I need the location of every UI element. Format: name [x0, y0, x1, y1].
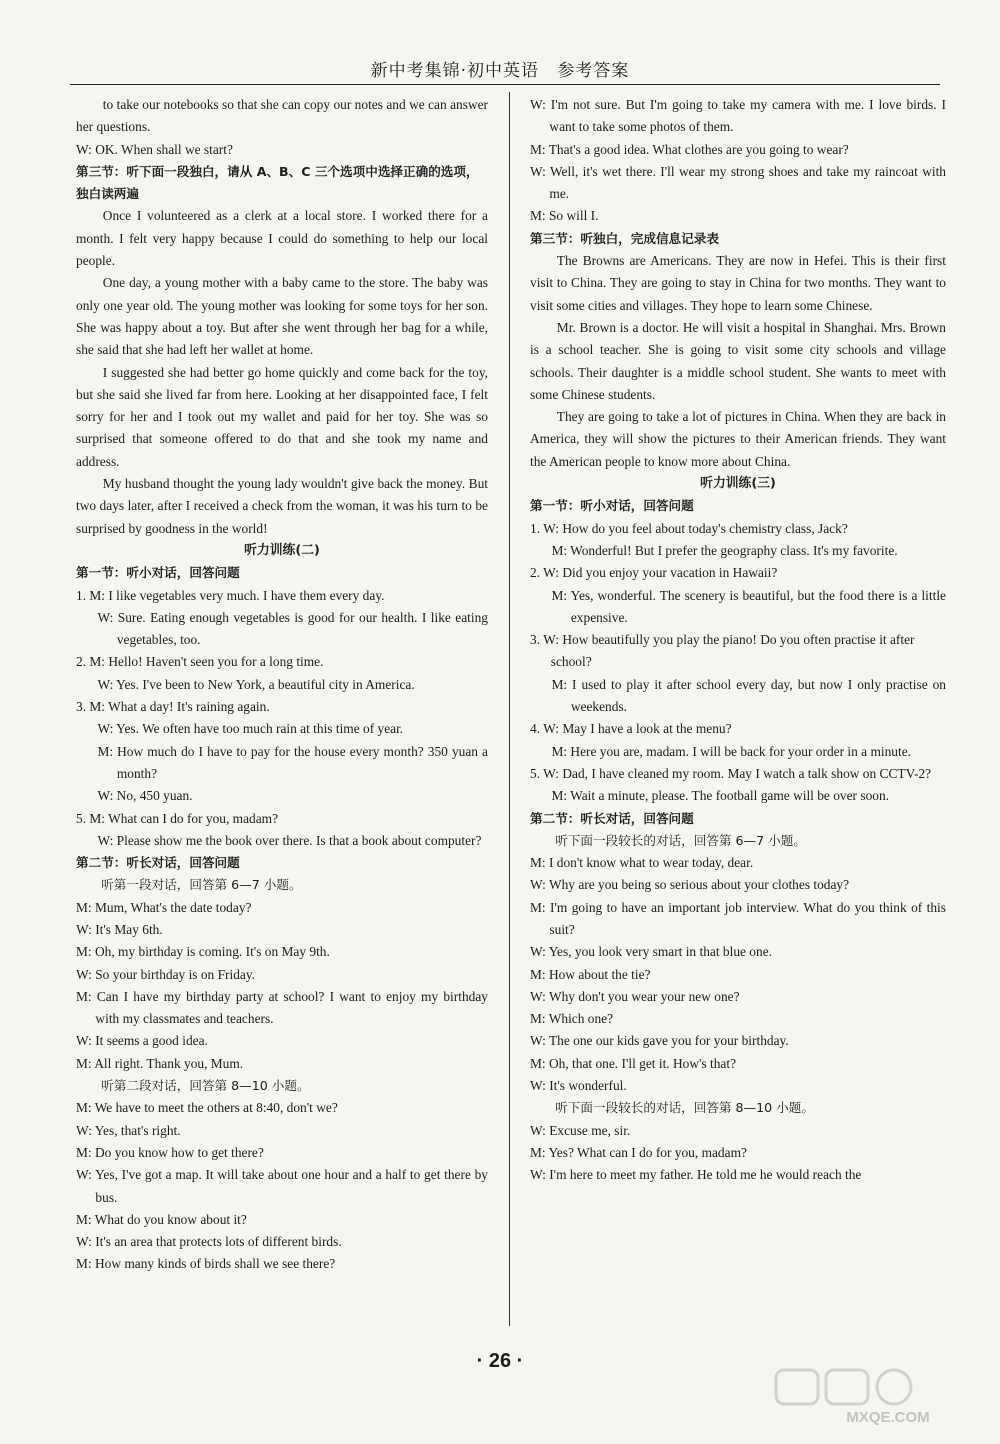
dialogue-line: M: Which one?: [530, 1011, 614, 1027]
response-line: W: Yes. We often have too much rain at this time of year.: [97, 721, 404, 737]
question-line: 2. W: Did you enjoy your vacation in Hawaii?: [530, 565, 778, 581]
dialogue-line: M: How many kinds of birds shall we see there?: [76, 1256, 336, 1272]
instruction-line: 听下面一段较长的对话，回答第 6—7 小题。: [555, 832, 806, 848]
dialogue-line: W: Why don't you wear your new one?: [530, 988, 740, 1004]
response-line: M: Here you are, madam. I will be back for your order in a minute.: [551, 743, 912, 759]
watermark-url: MXQE.COM: [846, 1409, 930, 1426]
paragraph: Once I volunteered as a clerk at a local store. I worked there for a month. I felt very happy because I could do something to help our local people.: [76, 208, 488, 269]
dialogue-line: M: We have to meet the others at 8:40, don't we?: [76, 1100, 338, 1116]
dialogue-line: W: I'm not sure. But I'm going to take my camera with me. I love birds. I want to take some photos of them.: [530, 97, 946, 135]
dialogue-line: W: It's wonderful.: [530, 1078, 627, 1094]
dialogue-line: M: I'm going to have an important job interview. What do you think of this suit?: [530, 899, 946, 937]
question-line: 4. W: May I have a look at the menu?: [530, 721, 732, 737]
question-line: 1. M: I like vegetables very much. I have them every day.: [76, 587, 385, 603]
dialogue-line: W: Why are you being so serious about your clothes today?: [530, 877, 850, 893]
dialogue-line: W: The one our kids gave you for your birthday.: [530, 1033, 789, 1049]
dialogue-line: M: Mum, What's the date today?: [76, 899, 252, 915]
response-line: W: Please show me the book over there. Is that a book about computer?: [97, 832, 482, 848]
right-column: [530, 94, 946, 1336]
section-title: 听力训练(二): [244, 542, 320, 558]
dialogue-line: M: Oh, that one. I'll get it. How's that?: [530, 1055, 737, 1071]
dialogue-line: W: Yes, you look very smart in that blue one.: [530, 944, 772, 960]
instruction-line: 听第二段对话，回答第 8—10 小题。: [101, 1078, 310, 1094]
question-line: 3. W: How beautifully you play the piano! Do you often practise it after school?: [530, 632, 915, 670]
response-line: M: I used to play it after school every day, but now I only practise on weekends.: [551, 676, 946, 715]
paragraph: I suggested she had better go home quickly and come back for the toy, but she said she lived far from here. Looking at her disappointed face, I felt sorry for her and I took out my wallet and paid for her toy. She was so surprised that someone offered to do that and she took my name and address.: [76, 364, 488, 469]
section-heading: 第三节：听独白，完成信息记录表: [530, 230, 719, 246]
header-rule: [70, 84, 940, 85]
dialogue-line: M: That's a good idea. What clothes are you going to wear?: [530, 141, 849, 157]
dialogue-line: W: Excuse me, sir.: [530, 1122, 631, 1138]
running-header: [0, 56, 1000, 80]
instruction-line: 听第一段对话，回答第 6—7 小题。: [101, 877, 302, 893]
dialogue-line: W: I'm here to meet my father. He told me he would reach the: [530, 1167, 862, 1183]
paragraph: My husband thought the young lady wouldn't give back the money. But two days later, after I received a check from the woman, it was his turn to be surprised by goodness in the world!: [76, 476, 488, 536]
question-line: 1. W: How do you feel about today's chemistry class, Jack?: [530, 520, 848, 536]
response-line: W: No, 450 yuan.: [97, 788, 193, 804]
paragraph: Mr. Brown is a doctor. He will visit a hospital in Shanghai. Mrs. Brown is a school teacher. She is going to visit some city schools and village schools. Their daughter is a middle school student. She wants to meet with some Chinese students.: [530, 319, 946, 402]
question-line: 2. M: Hello! Haven't seen you for a long time.: [76, 654, 324, 670]
response-line: M: How much do I have to pay for the house every month? 350 yuan a month?: [97, 743, 488, 781]
dialogue-line: W: So your birthday is on Friday.: [76, 966, 256, 982]
response-line: W: Yes. I've been to New York, a beautiful city in America.: [97, 676, 415, 692]
dialogue-line: W: It's May 6th.: [76, 921, 163, 937]
dialogue-line: M: What do you know about it?: [76, 1211, 247, 1227]
response-line: W: Sure. Eating enough vegetables is good for our health. I like eating vegetables, too.: [97, 609, 488, 648]
dialogue-line: W: Yes, that's right.: [76, 1122, 181, 1138]
section-heading: 第二节：听长对话，回答问题: [76, 855, 240, 871]
response-line: M: Wait a minute, please. The football game will be over soon.: [551, 788, 890, 804]
response-line: M: Wonderful! But I prefer the geography class. It's my favorite.: [551, 542, 898, 558]
dialogue-line: M: Can I have my birthday party at school? I want to enjoy my birthday with my classmates and teachers.: [76, 988, 488, 1027]
paragraph: One day, a young mother with a baby came to the store. The baby was only one year old. The young mother was looking for some toys for her son. She was happy about a toy. But after she went through her bag for a while, she said that she had left her wallet at home.: [76, 275, 488, 358]
book-title: 新中考集锦·初中英语: [370, 61, 539, 81]
dialogue-line: W: Well, it's wet there. I'll wear my strong shoes and take my raincoat with me.: [530, 163, 946, 202]
question-line: 3. M: What a day! It's raining again.: [76, 699, 270, 715]
paragraph: They are going to take a lot of pictures in China. When they are back in America, they will show the pictures to their American friends. They want the American people to know more about China.: [530, 409, 946, 469]
dialogue-line: W: It seems a good idea.: [76, 1033, 208, 1049]
section-heading: 第三节：听下面一段独白，请从 A、B、C 三个选项中选择正确的选项，独白读两遍: [76, 163, 479, 202]
section-heading: 第一节：听小对话，回答问题: [76, 565, 240, 581]
watermark-logo: [770, 1366, 960, 1426]
section-title: 听力训练(三): [700, 476, 776, 492]
section-heading: 第二节：听长对话，回答问题: [530, 810, 694, 826]
dialogue-line: M: Oh, my birthday is coming. It's on May 9th.: [76, 944, 330, 960]
paragraph: The Browns are Americans. They are now in Hefei. This is their first visit to China. They are going to stay in China for two months. They want to visit some cities and villages. They hope to learn some Chinese.: [530, 253, 946, 313]
left-column: [76, 94, 488, 1336]
section-title: 参考答案: [557, 61, 630, 81]
dialogue-line: M: All right. Thank you, Mum.: [76, 1055, 244, 1071]
instruction-line: 听下面一段较长的对话，回答第 8—10 小题。: [555, 1100, 814, 1116]
dialogue-line: M: Do you know how to get there?: [76, 1144, 264, 1160]
question-line: 5. M: What can I do for you, madam?: [76, 810, 279, 826]
dialogue-line: W: Yes, I've got a map. It will take about one hour and a half to get there by bus.: [76, 1167, 488, 1205]
dialogue-line: M: So will I.: [530, 208, 599, 224]
page-number: · 26 ·: [476, 1350, 524, 1372]
section-heading: 第一节：听小对话，回答问题: [530, 498, 694, 514]
dialogue-line: W: It's an area that protects lots of different birds.: [76, 1234, 342, 1250]
column-divider: [509, 92, 510, 1326]
response-line: M: Yes, wonderful. The scenery is beautiful, but the food there is a little expensive.: [551, 587, 946, 625]
question-line: 5. W: Dad, I have cleaned my room. May I watch a talk show on CCTV-2?: [530, 765, 932, 781]
dialogue-line: M: Yes? What can I do for you, madam?: [530, 1144, 747, 1160]
dialogue-line: M: I don't know what to wear today, dear.: [530, 855, 754, 871]
dialogue-line: M: How about the tie?: [530, 966, 651, 982]
dialogue-line: W: OK. When shall we start?: [76, 141, 233, 157]
paragraph: to take our notebooks so that she can copy our notes and we can answer her questions.: [76, 97, 488, 135]
